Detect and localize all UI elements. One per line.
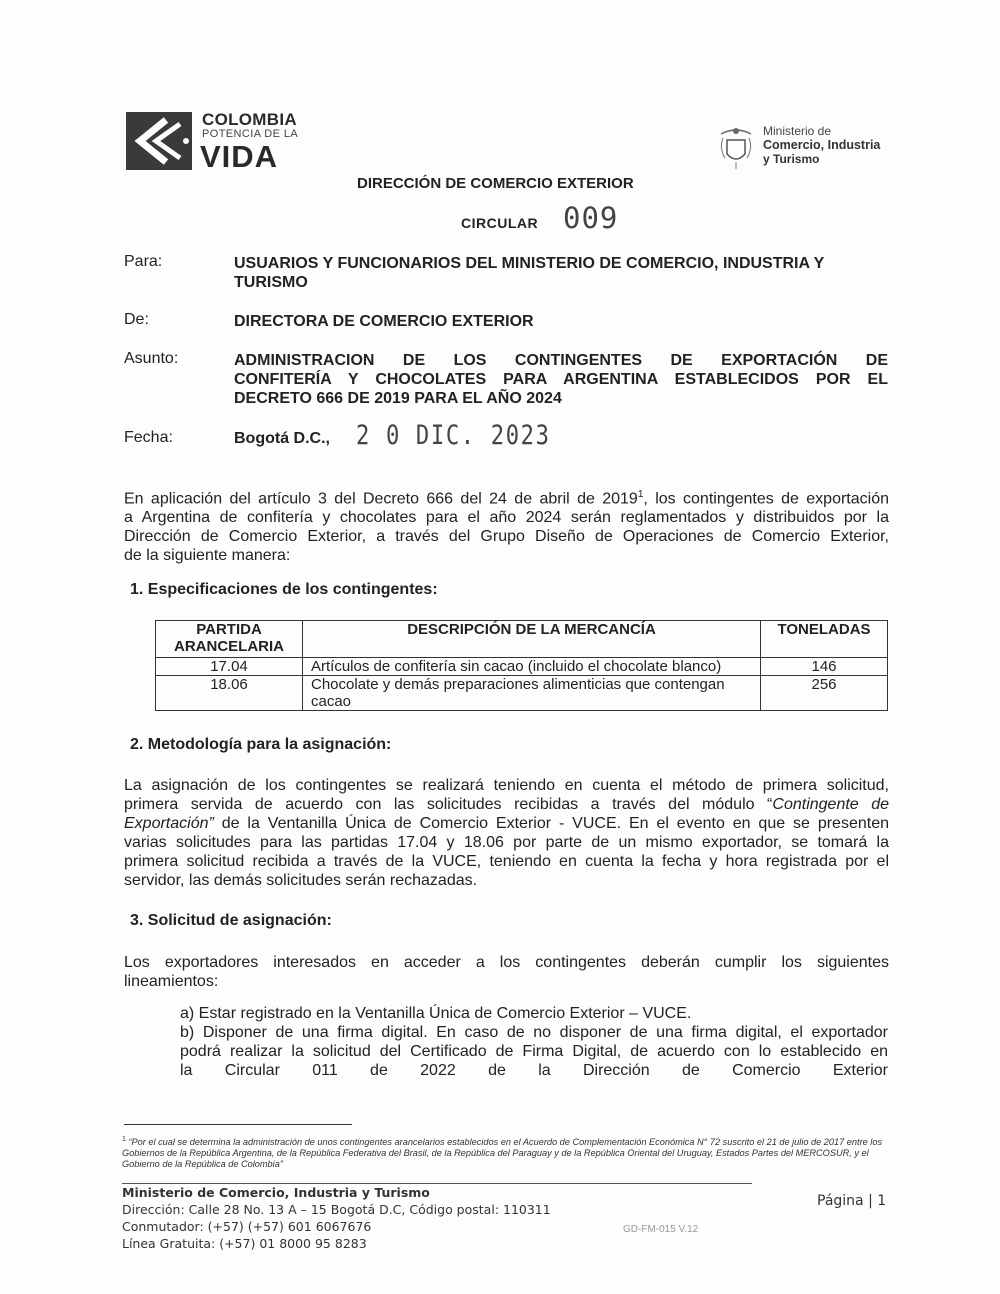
logo-line-vida: VIDA <box>200 139 279 174</box>
asunto-value <box>234 351 888 408</box>
section-3-title: 3. Solicitud de asignación: <box>130 912 332 929</box>
s3-line-2: lineamientos: <box>124 973 219 990</box>
s2-line-3-italic: Exportación” <box>124 815 214 832</box>
page-number: Página | 1 <box>817 1193 887 1209</box>
logo-line-potencia: POTENCIA DE LA <box>202 128 299 140</box>
cell-descripcion: Artículos de confitería sin cacao (incluido el chocolate blanco) <box>303 658 761 676</box>
fecha-city: Bogotá D.C., <box>234 430 330 447</box>
col-header-partida: PARTIDA ARANCELARIA <box>156 621 303 658</box>
colombia-logo-icon <box>126 112 192 170</box>
table-row <box>156 676 888 711</box>
intro-line-1 <box>124 485 889 508</box>
asunto-line-2: CONFITERÍA Y CHOCOLATES PARA ARGENTINA ESTABLECIDOS POR EL <box>234 371 888 388</box>
circular-label: CIRCULAR <box>461 215 539 231</box>
asunto-line-1: ADMINISTRACION DE LOS CONTINGENTES DE EXPORTACIÓN DE <box>234 352 888 369</box>
intro-line-3: Dirección de Comercio Exterior, a través del Grupo Diseño de Operaciones de Comercio Exterior, <box>124 528 889 546</box>
footnote-ref: 1 <box>637 489 644 500</box>
para-label: Para: <box>124 253 163 270</box>
cell-descripcion: Chocolate y demás preparaciones alimenticias que contengan cacao <box>303 676 761 711</box>
s2-line-2-a: primera servida de acuerdo con las solicitudes recibidas a través del módulo “ <box>124 796 773 813</box>
fecha-label: Fecha: <box>124 429 173 446</box>
footnote <box>122 1134 890 1170</box>
footer-address: Dirección: Calle 28 No. 13 A – 15 Bogotá D.C, Código postal: 110311 <box>122 1202 551 1217</box>
section-3-paragraph <box>124 953 889 991</box>
intro-line-1-b: , los contingentes de exportación <box>643 490 889 508</box>
para-line-1: USUARIOS Y FUNCIONARIOS DEL MINISTERIO DE COMERCIO, INDUSTRIA Y <box>234 255 825 272</box>
footer-phone: Conmutador: (+57) (+57) 601 6067676 <box>122 1219 372 1234</box>
table-header-row <box>156 621 888 658</box>
fecha-date-stamp: 2 0 DIC. 2023 <box>356 420 551 451</box>
para-value <box>234 254 888 292</box>
table-row <box>156 658 888 676</box>
s2-line-2-italic: Contingente de <box>772 796 890 813</box>
list-item-b-line-1: b) Disponer de una firma digital. En caso de no disponer de una firma digital, el exportador <box>180 1024 888 1041</box>
quota-table <box>155 620 888 711</box>
s3-line-1: Los exportadores interesados en acceder a los contingentes deberán cumplir los siguientes <box>124 954 889 971</box>
logo-line-colombia: COLOMBIA <box>202 110 297 129</box>
section-2-paragraph <box>124 776 889 890</box>
asunto-line-3: DECRETO 666 DE 2019 PARA EL AÑO 2024 <box>234 390 562 407</box>
ministry-line-2: Comercio, Industria <box>763 138 881 152</box>
footnote-divider <box>124 1124 352 1125</box>
direction-title: DIRECCIÓN DE COMERCIO EXTERIOR <box>357 175 634 192</box>
s2-line-3-b: de la Ventanilla Única de Comercio Exterior - VUCE. En el evento en que se presenten <box>213 815 889 832</box>
cell-partida: 17.04 <box>156 658 303 676</box>
requirements-list <box>180 1004 888 1080</box>
footnote-text: “Por el cual se determina la administración de unos contingentes arancelarios establecidos en el Acuerdo de Complementación Económica N° 72 suscrito el 21 de julio de 2017 entre los Gobiernos de la República Argentina, de la República Federativa del Brasil, de la República del Paraguay y de la República Oriental del Uruguay, Estados Partes del MERCOSUR, y el Gobierno de la República de Colombia” <box>122 1137 883 1170</box>
intro-paragraph <box>124 485 889 565</box>
de-value: DIRECTORA DE COMERCIO EXTERIOR <box>234 313 534 330</box>
section-2-title: 2. Metodología para la asignación: <box>130 736 392 753</box>
para-line-2: TURISMO <box>234 274 308 291</box>
s2-line-2 <box>124 795 889 814</box>
asunto-label: Asunto: <box>124 350 179 367</box>
footer-org: Ministerio de Comercio, Industria y Turismo <box>122 1185 430 1200</box>
footnote-mark: 1 <box>122 1136 126 1143</box>
s2-line-4: varias solicitudes para las partidas 17.04 y 18.06 por parte de un mismo exportador, se tomará la <box>124 834 889 851</box>
footer-toll-free: Línea Gratuita: (+57) 01 8000 95 8283 <box>122 1236 367 1251</box>
s2-line-5: primera solicitud recibida a través de la VUCE, teniendo en cuenta la fecha y hora registrada por el <box>124 853 889 870</box>
intro-line-4: de la siguiente manera: <box>124 547 291 565</box>
intro-line-1-a: En aplicación del artículo 3 del Decreto 666 del 24 de abril de 2019 <box>124 490 638 508</box>
list-item-b-line-2: podrá realizar la solicitud del Certificado de Firma Digital, de acuerdo con lo establecido en <box>180 1043 888 1060</box>
intro-line-2: a Argentina de confitería y chocolates para el año 2024 serán reglamentados y distribuidos por la <box>124 509 889 527</box>
cell-toneladas: 146 <box>761 658 888 676</box>
cell-toneladas: 256 <box>761 676 888 711</box>
section-1-title: 1. Especificaciones de los contingentes: <box>130 581 438 598</box>
footer-divider <box>122 1183 752 1184</box>
de-label: De: <box>124 311 149 328</box>
col-header-descripcion: DESCRIPCIÓN DE LA MERCANCÍA <box>303 621 761 658</box>
cell-partida: 18.06 <box>156 676 303 711</box>
list-item-b-line-3: la Circular 011 de 2022 de la Dirección de Comercio Exterior <box>180 1062 888 1079</box>
list-item-a: a) Estar registrado en la Ventanilla Única de Comercio Exterior – VUCE. <box>180 1005 692 1022</box>
coat-of-arms-icon <box>715 124 757 170</box>
s2-line-1: La asignación de los contingentes se realizará teniendo en cuenta el método de primera solicitud, <box>124 777 889 794</box>
s2-line-6: servidor, las demás solicitudes serán rechazadas. <box>124 872 478 889</box>
ministry-line-1: Ministerio de <box>763 124 832 138</box>
circular-number: 009 <box>563 201 619 235</box>
s2-line-3 <box>124 814 889 833</box>
col-header-toneladas: TONELADAS <box>761 621 888 658</box>
form-code: GD-FM-015 V.12 <box>623 1224 699 1235</box>
ministry-line-3: y Turismo <box>763 152 820 166</box>
